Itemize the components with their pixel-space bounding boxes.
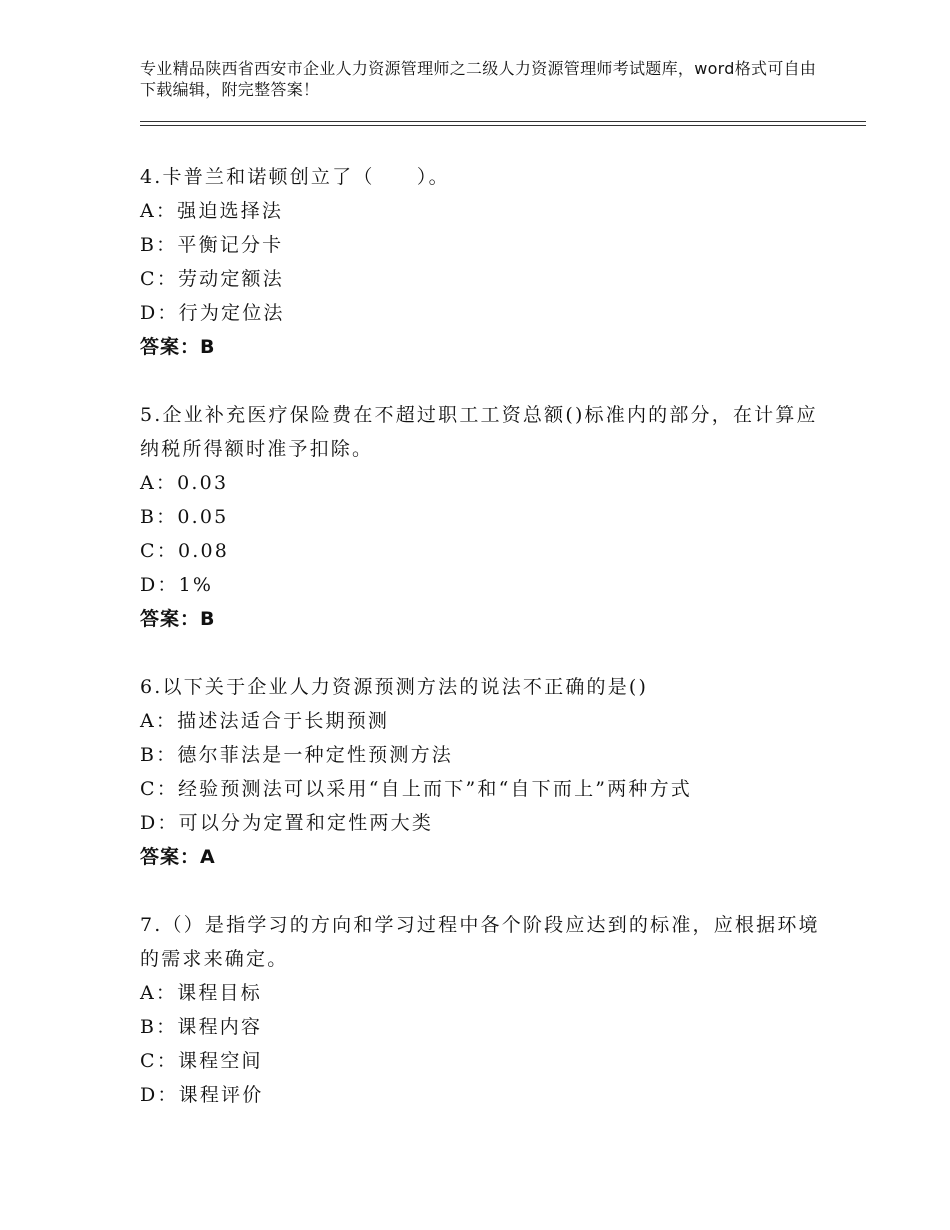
answer-label: 答案：B — [140, 336, 216, 358]
option-a: A：0.03 — [140, 472, 229, 494]
option-c: C：课程空间 — [140, 1050, 263, 1072]
option-a: A：描述法适合于长期预测 — [140, 710, 390, 732]
option-a: A：强迫选择法 — [140, 200, 284, 222]
question-4 — [140, 160, 820, 364]
header-divider-top — [140, 121, 866, 122]
option-b: B：德尔菲法是一种定性预测方法 — [140, 744, 453, 766]
option-b: B：0.05 — [140, 506, 229, 528]
question-5 — [140, 398, 820, 636]
question-list — [140, 160, 820, 1146]
option-c: C：劳动定额法 — [140, 268, 284, 290]
answer-label: 答案：A — [140, 846, 216, 868]
option-d: D：课程评价 — [140, 1084, 264, 1106]
document-header: 专业精品陕西省西安市企业人力资源管理师之二级人力资源管理师考试题库，word格式可自由下载编辑，附完整答案！ — [140, 59, 817, 99]
option-c: C：0.08 — [140, 540, 230, 562]
option-d: D：可以分为定置和定性两大类 — [140, 812, 434, 834]
question-7 — [140, 908, 820, 1112]
question-stem: 6.以下关于企业人力资源预测方法的说法不正确的是() — [140, 676, 649, 698]
option-b: B：平衡记分卡 — [140, 234, 284, 256]
option-c: C：经验预测法可以采用“自上而下”和“自下而上”两种方式 — [140, 778, 692, 800]
answer-label: 答案：B — [140, 608, 216, 630]
header-divider-bottom — [140, 125, 866, 126]
question-stem: 4.卡普兰和诺顿创立了（ ）。 — [140, 166, 450, 188]
question-stem: 5.企业补充医疗保险费在不超过职工工资总额()标准内的部分，在计算应纳税所得额时准予扣除。 — [140, 404, 818, 460]
option-d: D：行为定位法 — [140, 302, 285, 324]
question-stem: 7.（）是指学习的方向和学习过程中各个阶段应达到的标准，应根据环境的需求来确定。 — [140, 914, 820, 970]
option-d: D：1% — [140, 574, 214, 596]
question-6 — [140, 670, 820, 874]
option-a: A：课程目标 — [140, 982, 262, 1004]
option-b: B：课程内容 — [140, 1016, 263, 1038]
